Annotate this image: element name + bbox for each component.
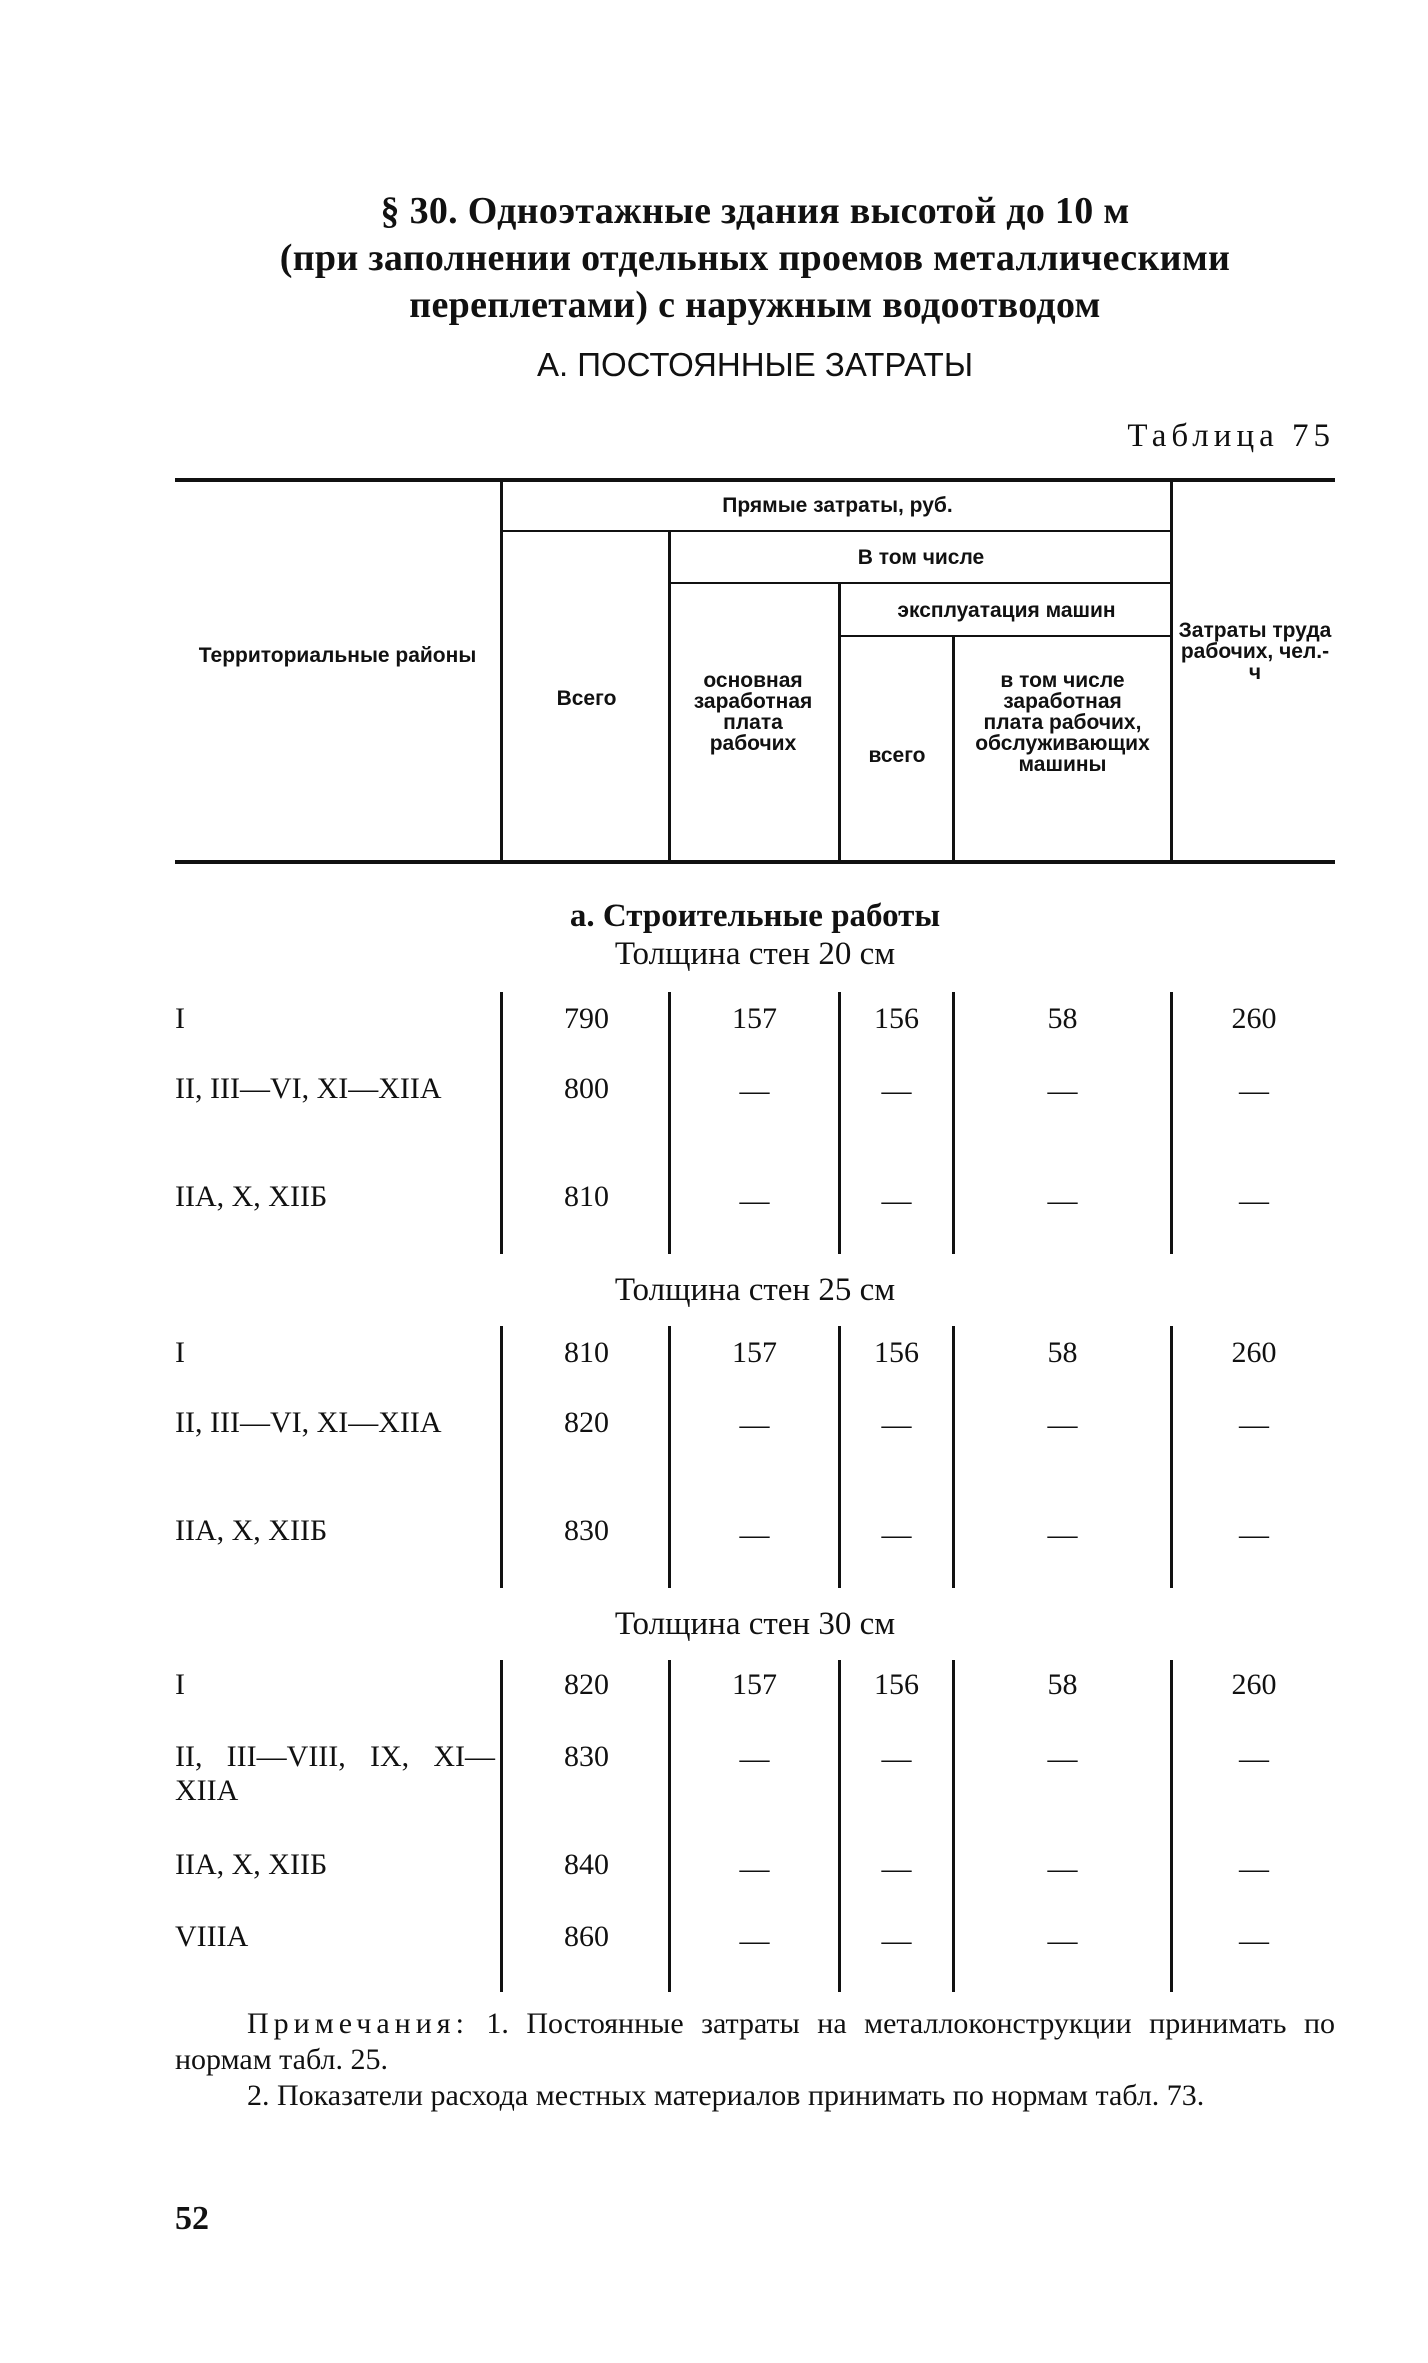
wage-cell: — <box>739 1742 770 1775</box>
region-cell: IIА, X, XIIБ <box>175 1180 328 1213</box>
labor-cell: — <box>1239 1184 1269 1217</box>
labor-cell: — <box>1239 1924 1269 1957</box>
header-machines-wage: в том числе заработная плата рабочих, обслуживающих машины <box>975 669 1150 776</box>
machines-cell: — <box>881 1184 912 1217</box>
machines-cell: — <box>881 1518 912 1551</box>
machines-cell: — <box>881 1408 912 1441</box>
machines-cell: 156 <box>874 1668 919 1701</box>
g1-vline-1 <box>500 992 503 1254</box>
total-cell: 800 <box>564 1072 609 1105</box>
table-top-rule <box>175 478 1335 482</box>
machines-cell: — <box>881 1924 912 1957</box>
title-line-3: переплетами) с наружным водоотводом <box>409 284 1101 326</box>
machines-wage-cell: — <box>1047 1742 1078 1775</box>
header-bottom-rule <box>175 860 1335 864</box>
machines-wage-cell: — <box>1047 1518 1078 1551</box>
wage-cell: 157 <box>732 1668 777 1701</box>
total-cell: 810 <box>564 1336 609 1369</box>
machines-cell: — <box>881 1742 912 1775</box>
machines-wage-cell: — <box>1047 1852 1078 1885</box>
wage-cell: 157 <box>732 1002 777 1035</box>
total-cell: 820 <box>564 1406 609 1439</box>
direct-costs-rule <box>500 530 1170 532</box>
notes-block <box>175 2006 1335 2114</box>
region-cell: VIIIА <box>175 1920 249 1953</box>
header-vline-4 <box>952 637 955 860</box>
header-machines-total: всего <box>868 744 926 767</box>
machines-wage-cell: — <box>1047 1184 1078 1217</box>
group-title-30: Толщина стен 30 см <box>614 1606 896 1642</box>
wage-cell: — <box>739 1408 770 1441</box>
total-cell: 840 <box>564 1848 609 1881</box>
machines-wage-cell: — <box>1047 1408 1078 1441</box>
table-number: Таблица 75 <box>1127 418 1335 454</box>
g3-vline-1 <box>500 1660 503 1992</box>
total-cell: 830 <box>564 1740 609 1773</box>
header-regions: Территориальные районы <box>198 644 477 667</box>
wage-cell: — <box>739 1518 770 1551</box>
labor-cell: 260 <box>1231 1668 1277 1701</box>
page-number: 52 <box>175 2200 209 2237</box>
note-2: 2. Показатели расхода местных материалов принимать по нормам табл. 73. <box>247 2079 1205 2112</box>
header-labor: Затраты труда рабочих, чел.-ч <box>1178 619 1332 684</box>
region-cell: II, III—VI, XI—XIIА <box>175 1072 442 1105</box>
labor-cell: 260 <box>1231 1002 1277 1035</box>
labor-cell: — <box>1239 1074 1269 1107</box>
g2-vline-1 <box>500 1326 503 1588</box>
note-1 <box>175 2006 1335 2078</box>
section-title <box>175 188 1335 329</box>
header-direct-costs: Прямые затраты, руб. <box>722 494 953 517</box>
including-rule <box>670 582 1170 584</box>
total-cell: 810 <box>564 1180 609 1213</box>
header-vline-1 <box>500 482 503 860</box>
group-title-25: Толщина стен 25 см <box>614 1272 896 1308</box>
region-cell: II, III—VI, XI—XIIА <box>175 1406 442 1439</box>
wage-cell: 157 <box>732 1336 777 1369</box>
machines-cell: 156 <box>874 1336 919 1369</box>
region-cell: I <box>175 1336 185 1369</box>
machines-wage-cell: — <box>1047 1074 1078 1107</box>
labor-cell: 260 <box>1231 1336 1277 1369</box>
total-cell: 820 <box>564 1668 609 1701</box>
document-page <box>175 0 1335 2363</box>
wage-cell: — <box>739 1924 770 1957</box>
machines-wage-cell: 58 <box>1047 1002 1078 1035</box>
labor-cell: — <box>1239 1852 1269 1885</box>
labor-cell: — <box>1239 1742 1269 1775</box>
total-cell: 790 <box>564 1002 609 1035</box>
machines-cell: — <box>881 1074 912 1107</box>
notes-label: Примечания: <box>247 2007 469 2040</box>
title-line-2: (при заполнении отдельных проемов металлическими <box>279 237 1231 279</box>
machines-wage-cell: 58 <box>1047 1336 1078 1369</box>
machines-cell: 156 <box>874 1002 919 1035</box>
region-cell: I <box>175 1668 185 1701</box>
note-1-text: 1. Постоянные затраты на металлоконструкции принимать по нормам табл. 25. <box>175 2007 1336 2076</box>
group-title-20: Толщина стен 20 см <box>614 936 896 972</box>
region-cell: I <box>175 1002 185 1035</box>
header-vline-5 <box>1170 482 1173 860</box>
machines-rule <box>840 635 1170 637</box>
region-cell: IIА, X, XIIБ <box>175 1848 328 1881</box>
header-vline-2 <box>668 532 671 860</box>
section-construction-works: а. Строительные работы <box>569 898 941 934</box>
machines-wage-cell: 58 <box>1047 1668 1078 1701</box>
header-total: Всего <box>556 687 617 710</box>
subtitle: А. ПОСТОЯННЫЕ ЗАТРАТЫ <box>536 346 974 383</box>
machines-wage-cell: — <box>1047 1924 1078 1957</box>
header-machines: эксплуатация машин <box>897 599 1116 622</box>
title-line-1: § 30. Одноэтажные здания высотой до 10 м <box>380 190 1130 232</box>
region-cell: IIА, X, XIIБ <box>175 1514 328 1547</box>
wage-cell: — <box>739 1074 770 1107</box>
total-cell: 830 <box>564 1514 609 1547</box>
header-vline-3 <box>838 584 841 860</box>
wage-cell: — <box>739 1184 770 1217</box>
header-including: В том числе <box>857 546 985 569</box>
wage-cell: — <box>739 1852 770 1885</box>
total-cell: 860 <box>564 1920 609 1953</box>
labor-cell: — <box>1239 1408 1269 1441</box>
header-base-wage: основная заработная плата рабочих <box>693 669 813 755</box>
labor-cell: — <box>1239 1518 1269 1551</box>
machines-cell: — <box>881 1852 912 1885</box>
region-cell: II, III—VIII, IX, XI—XIIА <box>175 1740 495 1807</box>
